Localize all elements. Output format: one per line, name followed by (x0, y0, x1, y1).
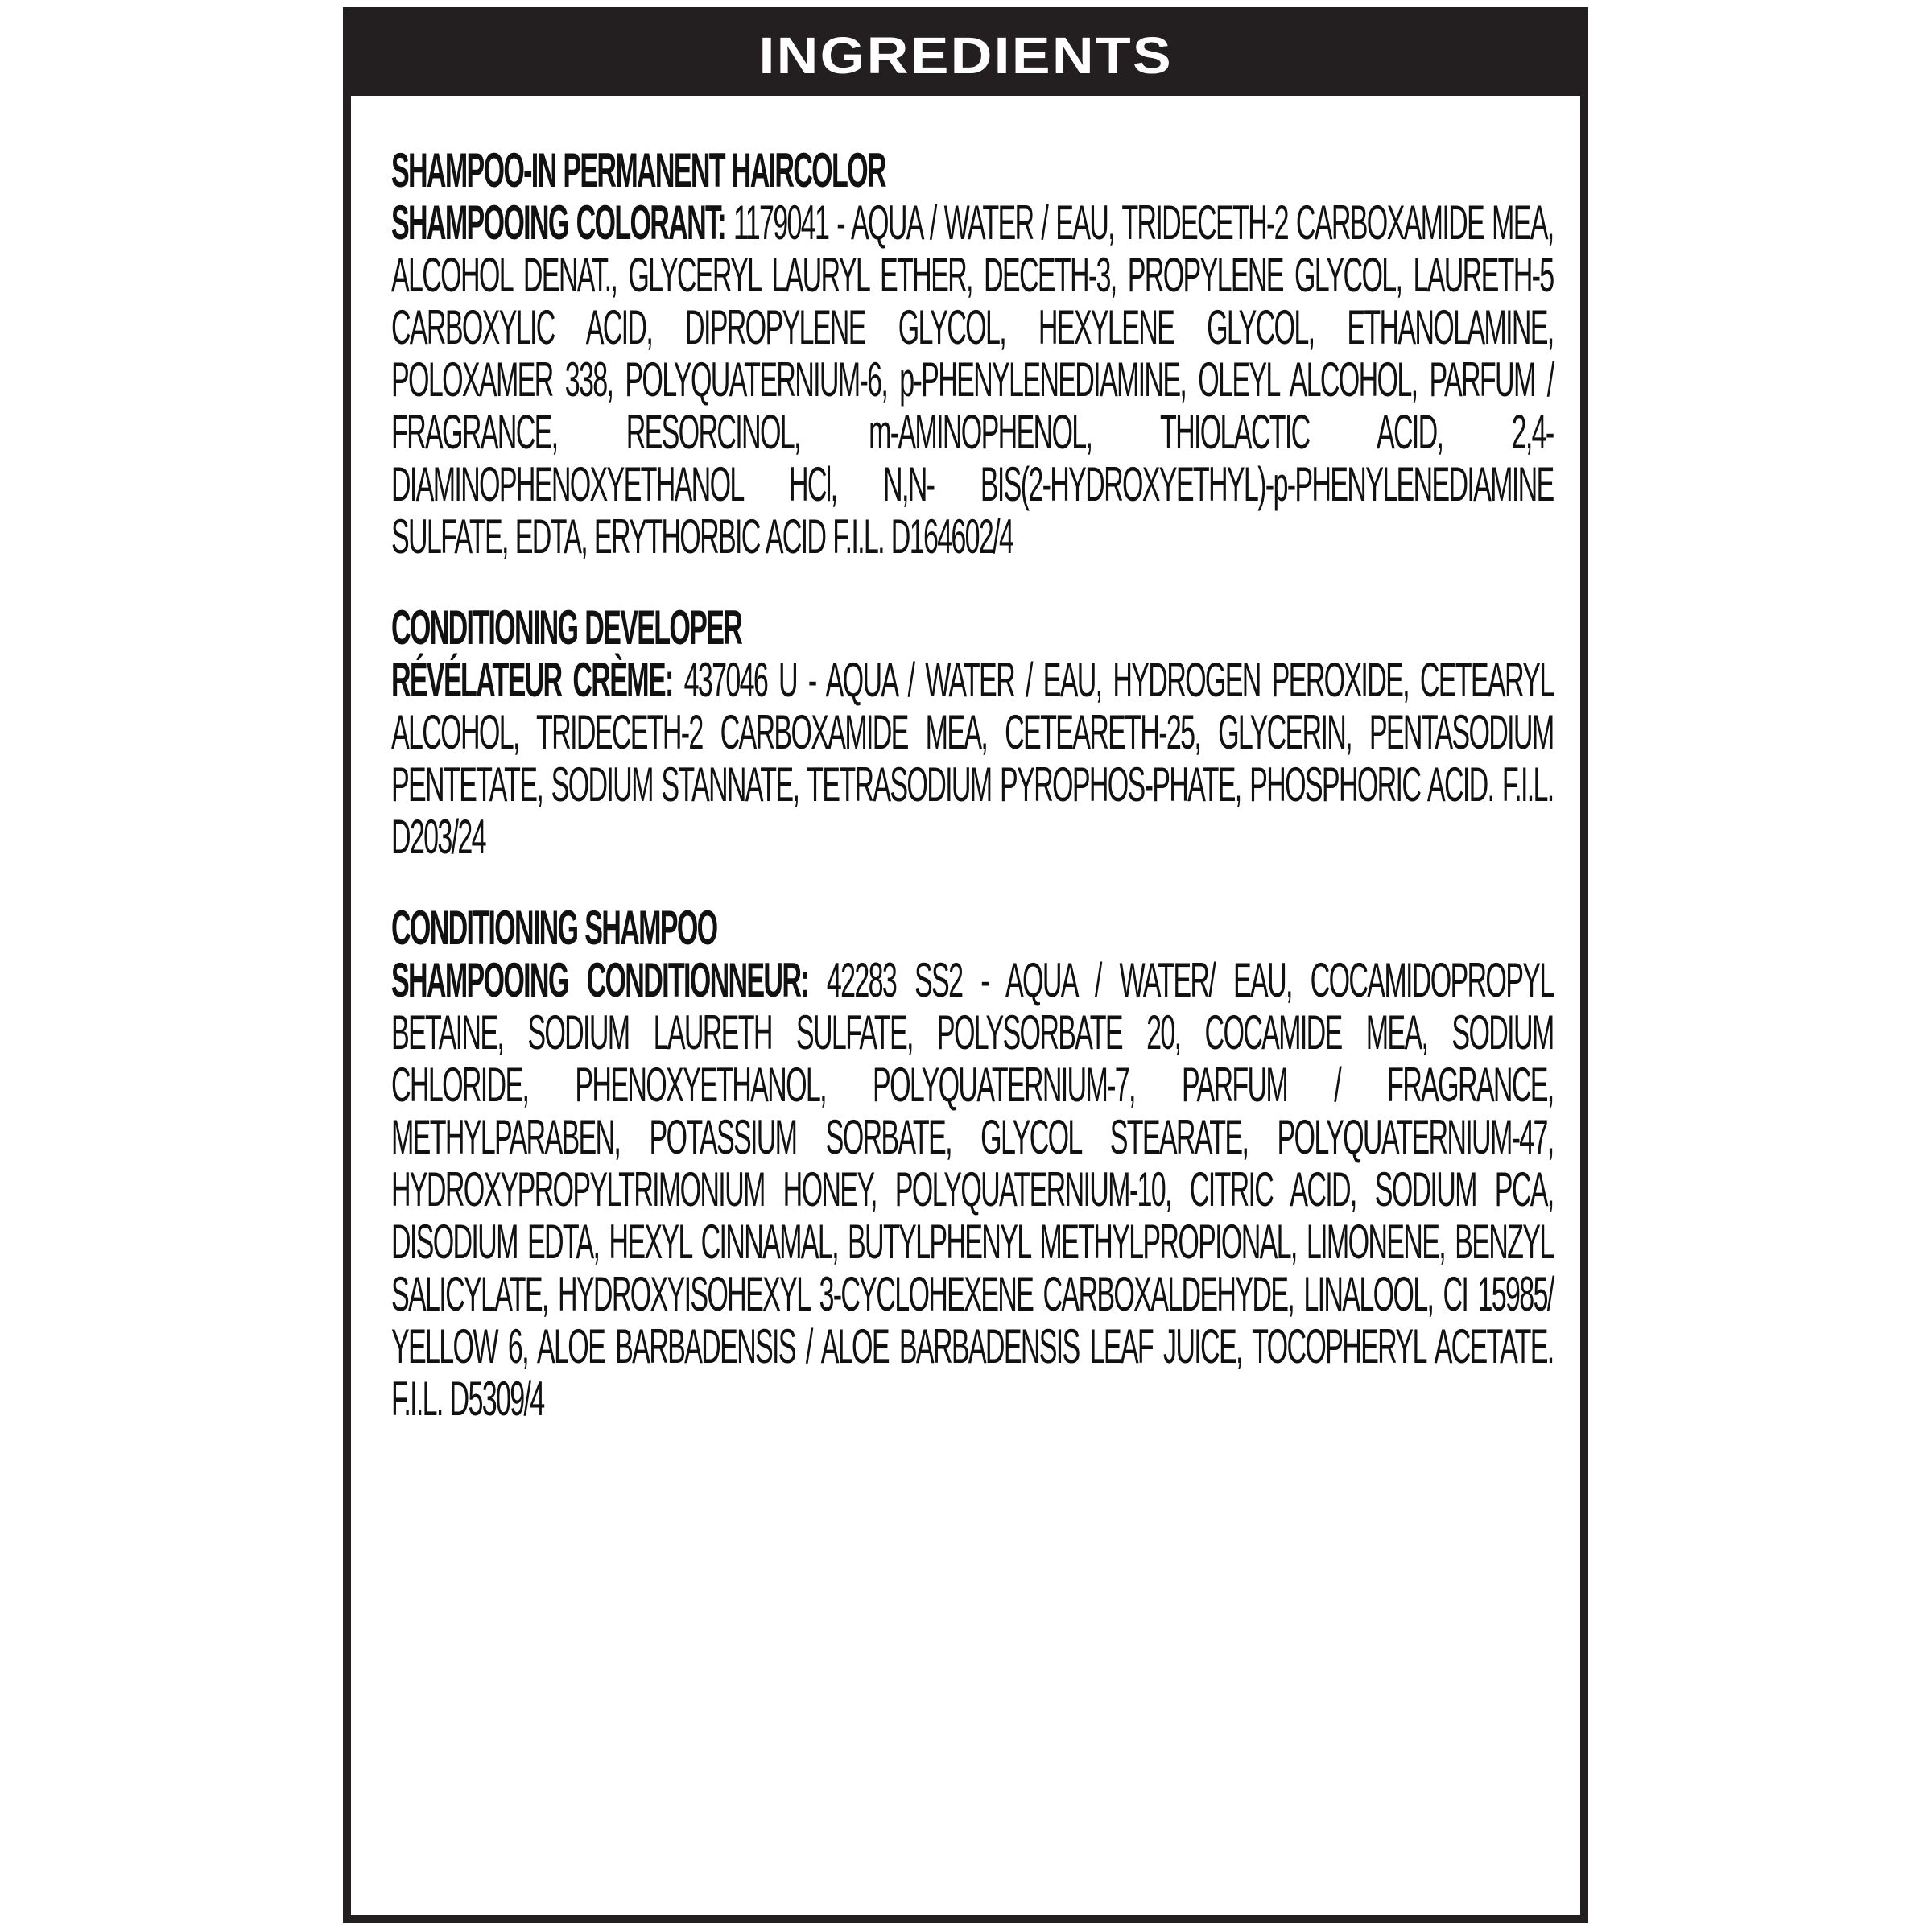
section-title: CONDITIONING DEVELOPER (391, 601, 742, 654)
section-label: SHAMPOOING COLORANT: (391, 196, 733, 250)
section-label: RÉVÉLATEUR CRÈME: (391, 653, 684, 707)
section-body (391, 144, 1554, 563)
section-block (391, 144, 1554, 563)
ingredients-title: INGREDIENTS (758, 27, 1173, 85)
section-title: SHAMPOO-IN PERMANENT HAIRCOLOR (391, 143, 886, 197)
section-title: CONDITIONING SHAMPOO (391, 901, 717, 955)
ingredients-header (351, 15, 1580, 96)
ingredient-list: 1179041 - AQUA / WATER / EAU, TRIDECETH-2 CARBOXAMIDE MEA, ALCOHOL DENAT., GLYCERYL LAURYL ETHER, DECETH-3, PROPYLENE GLYCOL, LAURETH-5 CARBOXYLIC ACID, DIPROPYLENE GLYCOL, HEXYLENE GLYCOL, ETHANOLAMINE, POLOXAMER 338, POLYQUATERNIUM-6, p-PHENYLENEDIAMINE, OLEYL ALCOHOL, PARFUM / FRAGRANCE, RESORCINOL, m-AMINOPHENOL, THIOLACTIC ACID, 2,4-DIAMINOPHENOXYETHANOL HCl, N,N- BIS(2-HYDROXYETHYL)-p-PHENYLENEDIAMINE SULFATE, EDTA, ERYTHORBIC ACID F.I.L. D164602/4 (391, 196, 1554, 564)
ingredients-content (391, 144, 1554, 1463)
ingredient-list: 437046 U - AQUA / WATER / EAU, HYDROGEN PEROXIDE, CETEARYL ALCOHOL, TRIDECETH-2 CARBOXAMIDE MEA, CETEARETH-25, GLYCERIN, PENTASODIUM PENTETATE, SODIUM STANNATE, TETRASODIUM PYROPHOS-PHATE, PHOSPHORIC ACID. F.I.L. D203/24 (391, 653, 1554, 864)
ingredients-panel (343, 7, 1588, 1923)
section-body (391, 601, 1554, 863)
section-haircolor (391, 144, 1554, 563)
section-body (391, 902, 1554, 1425)
section-shampoo (391, 902, 1554, 1425)
section-developer (391, 601, 1554, 863)
ingredient-list: 42283 SS2 - AQUA / WATER/ EAU, COCAMIDOPROPYL BETAINE, SODIUM LAURETH SULFATE, POLYSORBATE 20, COCAMIDE MEA, SODIUM CHLORIDE, PHENOXYETHANOL, POLYQUATERNIUM-7, PARFUM / FRAGRANCE, METHYLPARABEN, POTASSIUM SORBATE, GLYCOL STEARATE, POLYQUATERNIUM-47, HYDROXYPROPYLTRIMONIUM HONEY, POLYQUATERNIUM-10, CITRIC ACID, SODIUM PCA, DISODIUM EDTA, HEXYL CINNAMAL, BUTYLPHENYL METHYLPROPIONAL, LIMONENE, BENZYL SALICYLATE, HYDROXYISOHEXYL 3-CYCLOHEXENE CARBOXALDEHYDE, LINALOOL, CI 15985/ YELLOW 6, ALOE BARBADENSIS / ALOE BARBADENSIS LEAF JUICE, TOCOPHERYL ACETATE. F.I.L. D5309/4 (391, 953, 1554, 1426)
section-block (391, 601, 1554, 863)
section-block (391, 902, 1554, 1425)
section-label: SHAMPOOING CONDITIONNEUR: (391, 953, 827, 1007)
